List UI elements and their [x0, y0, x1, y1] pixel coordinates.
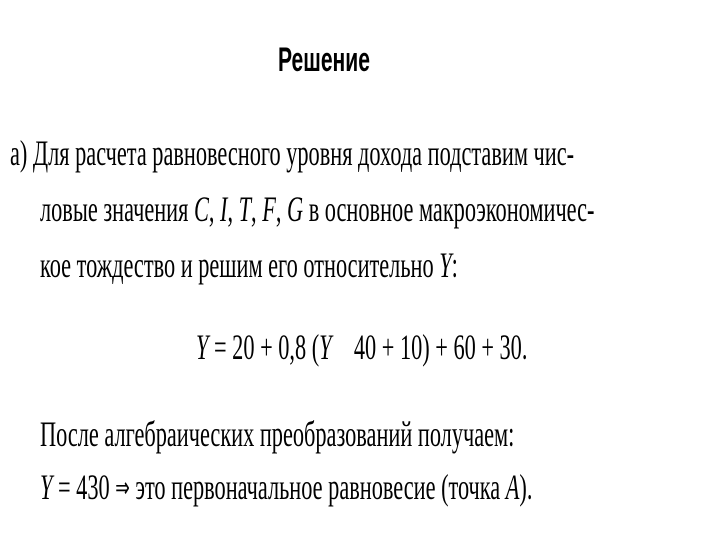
- line-2-prefix: ловые значения: [40, 189, 189, 229]
- var-g: G: [286, 189, 304, 229]
- result-y: Y: [40, 467, 53, 507]
- slide-title: Решение: [278, 41, 370, 79]
- implies-arrow-icon: ⇒: [115, 471, 130, 504]
- equation-part-2: 40 + 10) + 60 + 30.: [353, 327, 528, 367]
- line-3-text: кое тождество и решим его относительно: [40, 245, 434, 285]
- paragraph-1-line-2: ловые значения C, I, T, F, G в основное макроэкономичес-: [40, 189, 595, 229]
- result-close: ).: [519, 467, 533, 507]
- paragraph-2-line-2: [40, 467, 532, 508]
- equation: [196, 327, 527, 367]
- var-c: C: [193, 189, 209, 229]
- point-label: A: [505, 467, 520, 507]
- var-y: Y: [439, 245, 452, 285]
- item-marker: а): [10, 133, 28, 173]
- result-text: это первоначальное равновесие (точка: [135, 467, 501, 507]
- equation-y-2: Y: [319, 327, 332, 367]
- paragraph-1-line-1-text: Для расчета равновесного уровня дохода подставим чис-: [32, 133, 575, 173]
- var-f: F: [262, 189, 276, 229]
- equation-part-1: = 20 + 0,8 (: [213, 327, 320, 367]
- paragraph-2-line-1: После алгебраических преобразований получаем:: [40, 414, 515, 454]
- line-3-colon: :: [451, 245, 458, 285]
- equation-y: Y: [196, 327, 209, 367]
- paragraph-1-line-3: [40, 245, 458, 285]
- line-2-suffix: в основное макроэкономичес-: [308, 189, 595, 229]
- result-value: = 430: [57, 467, 110, 507]
- var-i: I: [220, 189, 228, 229]
- var-t: T: [238, 189, 252, 229]
- paragraph-1-line-1: [10, 133, 574, 173]
